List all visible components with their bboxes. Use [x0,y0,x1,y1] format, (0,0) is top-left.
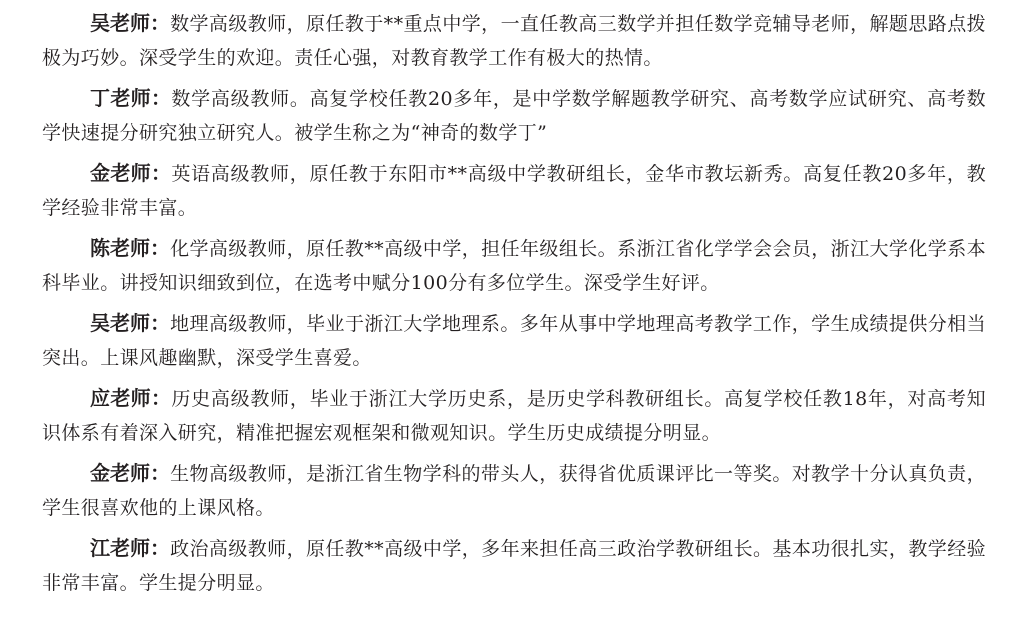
teacher-paragraph [42,381,986,450]
teacher-paragraph [42,456,986,525]
teacher-paragraph [42,6,986,75]
teacher-paragraph [42,81,986,150]
teacher-name: 金老师： [90,461,171,485]
teacher-paragraph [42,306,986,375]
teacher-name: 吴老师： [90,311,171,335]
teacher-bio: 生物高级教师，是浙江省生物学科的带头人，获得省优质课评比一等奖。对教学十分认真负责，学生很喜欢他的上课风格。 [42,463,986,519]
teacher-name: 吴老师： [90,11,171,35]
teacher-entry [42,381,986,456]
teacher-bio: 数学高级教师，原任教于**重点中学，一直任教高三数学并担任数学竞辅导老师，解题思路点拨极为巧妙。深受学生的欢迎。责任心强，对教育教学工作有极大的热情。 [42,13,987,69]
teacher-name: 陈老师： [90,236,171,260]
teacher-entry [42,156,986,231]
teacher-paragraph [42,231,986,300]
teacher-paragraph [42,531,986,600]
teacher-paragraph [42,156,986,225]
teacher-bio: 政治高级教师，原任教**高级中学，多年来担任高三政治学教研组长。基本功很扎实，教学经验非常丰富。学生提分明显。 [42,538,987,594]
teacher-name: 丁老师： [90,86,172,110]
teacher-bio: 历史高级教师，毕业于浙江大学历史系，是历史学科教研组长。高复学校任教18年，对高考知识体系有着深入研究，精准把握宏观框架和微观知识。学生历史成绩提分明显。 [42,388,987,444]
teacher-name: 江老师： [90,536,171,560]
teacher-bio: 地理高级教师，毕业于浙江大学地理系。多年从事中学地理高考教学工作，学生成绩提供分相当突出。上课风趣幽默，深受学生喜爱。 [42,313,986,369]
teacher-entry [42,531,986,606]
teacher-entry [42,306,986,381]
teacher-entry [42,456,986,531]
teacher-bio: 英语高级教师，原任教于东阳市**高级中学教研组长，金华市教坛新秀。高复任教20多年，教学经验非常丰富。 [42,163,986,219]
teacher-name: 应老师： [90,386,172,410]
teacher-bio: 化学高级教师，原任教**高级中学，担任年级组长。系浙江省化学学会会员，浙江大学化学系本科毕业。讲授知识细致到位，在选考中赋分100分有多位学生。深受学生好评。 [42,238,987,294]
teacher-bio: 数学高级教师。高复学校任教20多年，是中学数学解题教学研究、高考数学应试研究、高考数学快速提分研究独立研究人。被学生称之为“神奇的数学丁” [42,88,987,144]
teacher-name: 金老师： [90,161,172,185]
teacher-entry [42,6,986,81]
teacher-entry [42,231,986,306]
teacher-profile-list [42,6,986,606]
teacher-entry [42,81,986,156]
